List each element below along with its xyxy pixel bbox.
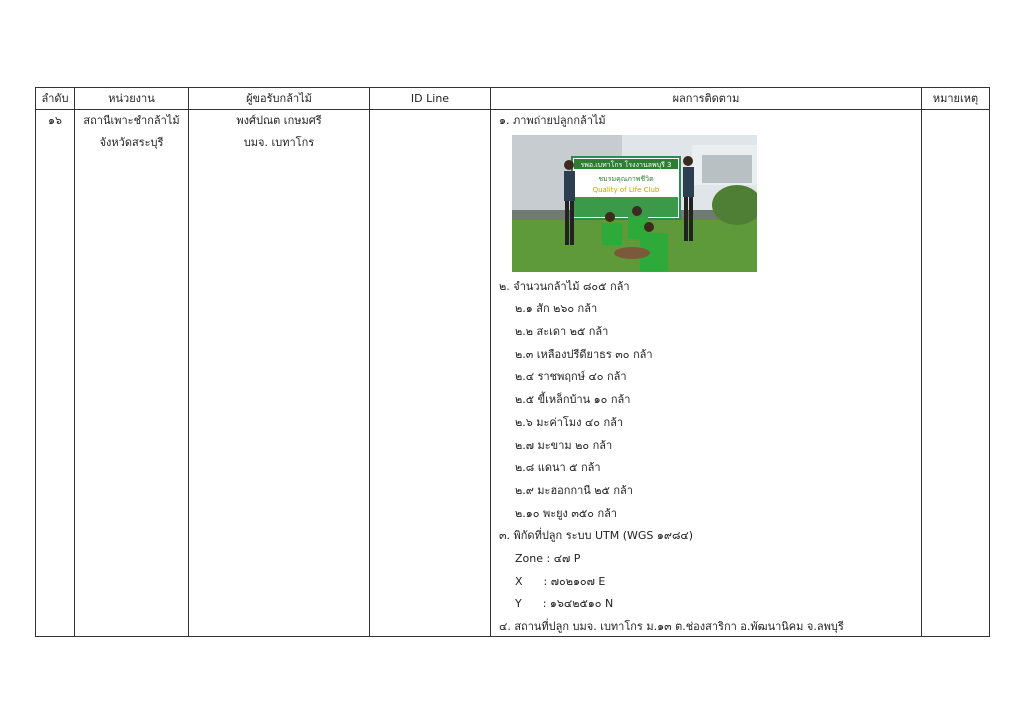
header-remark: หมายเหตุ	[932, 92, 979, 105]
row-recipient	[189, 110, 369, 154]
row-result	[499, 110, 924, 639]
header-recipient: ผู้ขอรับกล้าไม้	[246, 92, 312, 105]
recipient-line-1: พงศ์ปณต เกษมศรี	[236, 114, 322, 127]
list-item: ๒.๙ มะฮอกกานี ๒๕ กล้า	[515, 483, 633, 497]
utm-x: X : ๗๐๒๑๐๗ E	[515, 574, 606, 588]
header-idline: ID Line	[410, 92, 450, 105]
header-agency: หน่วยงาน	[108, 92, 155, 105]
list-item: ๒.๖ มะค่าโมง ๔๐ กล้า	[515, 415, 624, 429]
utm-zone: Zone : ๔๗ P	[515, 551, 581, 565]
agency-line-1: สถานีเพาะชำกล้าไม้	[83, 114, 180, 127]
row-agency	[75, 110, 188, 154]
list-item: ๒.๘ แดนา ๕ กล้า	[515, 461, 601, 475]
banner-line-1: รพอ.เบทาโกร โรงงานลพบุรี 3	[580, 160, 672, 169]
list-item: ๒.๔ ราชพฤกษ์ ๔๐ กล้า	[515, 370, 627, 384]
list-item: ๒.๑๐ พะยูง ๓๕๐ กล้า	[515, 506, 618, 520]
photo-title: ๑. ภาพถ่ายปลูกกล้าไม้	[499, 114, 606, 127]
list-item: ๒.๓ เหลืองปรีดียาธร ๓๐ กล้า	[515, 347, 653, 361]
recipient-line-2: บมจ. เบทาโกร	[243, 136, 315, 149]
count-title: ๒. จำนวนกล้าไม้ ๘๐๕ กล้า	[499, 279, 630, 293]
list-item: ๒.๑ สัก ๒๖๐ กล้า	[515, 302, 598, 316]
planting-photo-svg	[512, 135, 757, 272]
list-item: ๒.๕ ขี้เหล็กบ้าน ๑๐ กล้า	[515, 393, 631, 407]
results-table	[35, 87, 990, 637]
list-item: ๒.๒ สะเดา ๒๕ กล้า	[515, 325, 609, 339]
location: ๔. สถานที่ปลูก บมจ. เบทาโกร ม.๑๓ ต.ช่องสาริกา อ.พัฒนานิคม จ.ลพบุรี	[499, 620, 844, 633]
agency-line-2: จังหวัดสระบุรี	[99, 136, 164, 149]
planting-photo	[512, 135, 757, 272]
header-result: ผลการติดตาม	[672, 92, 740, 105]
list-item: ๒.๗ มะขาม ๒๐ กล้า	[515, 438, 613, 452]
coord-title: ๓. พิกัดที่ปลูก ระบบ UTM (WGS ๑๙๘๔)	[499, 529, 694, 543]
banner-line-2: ชมรมคุณภาพชีวิต	[598, 174, 654, 183]
row-no: ๑๖	[48, 114, 62, 127]
banner-line-3: Quality of Life Club	[592, 185, 660, 194]
header-no: ลำดับ	[41, 92, 69, 105]
utm-y: Y : ๑๖๔๒๕๑๐ N	[515, 597, 614, 611]
